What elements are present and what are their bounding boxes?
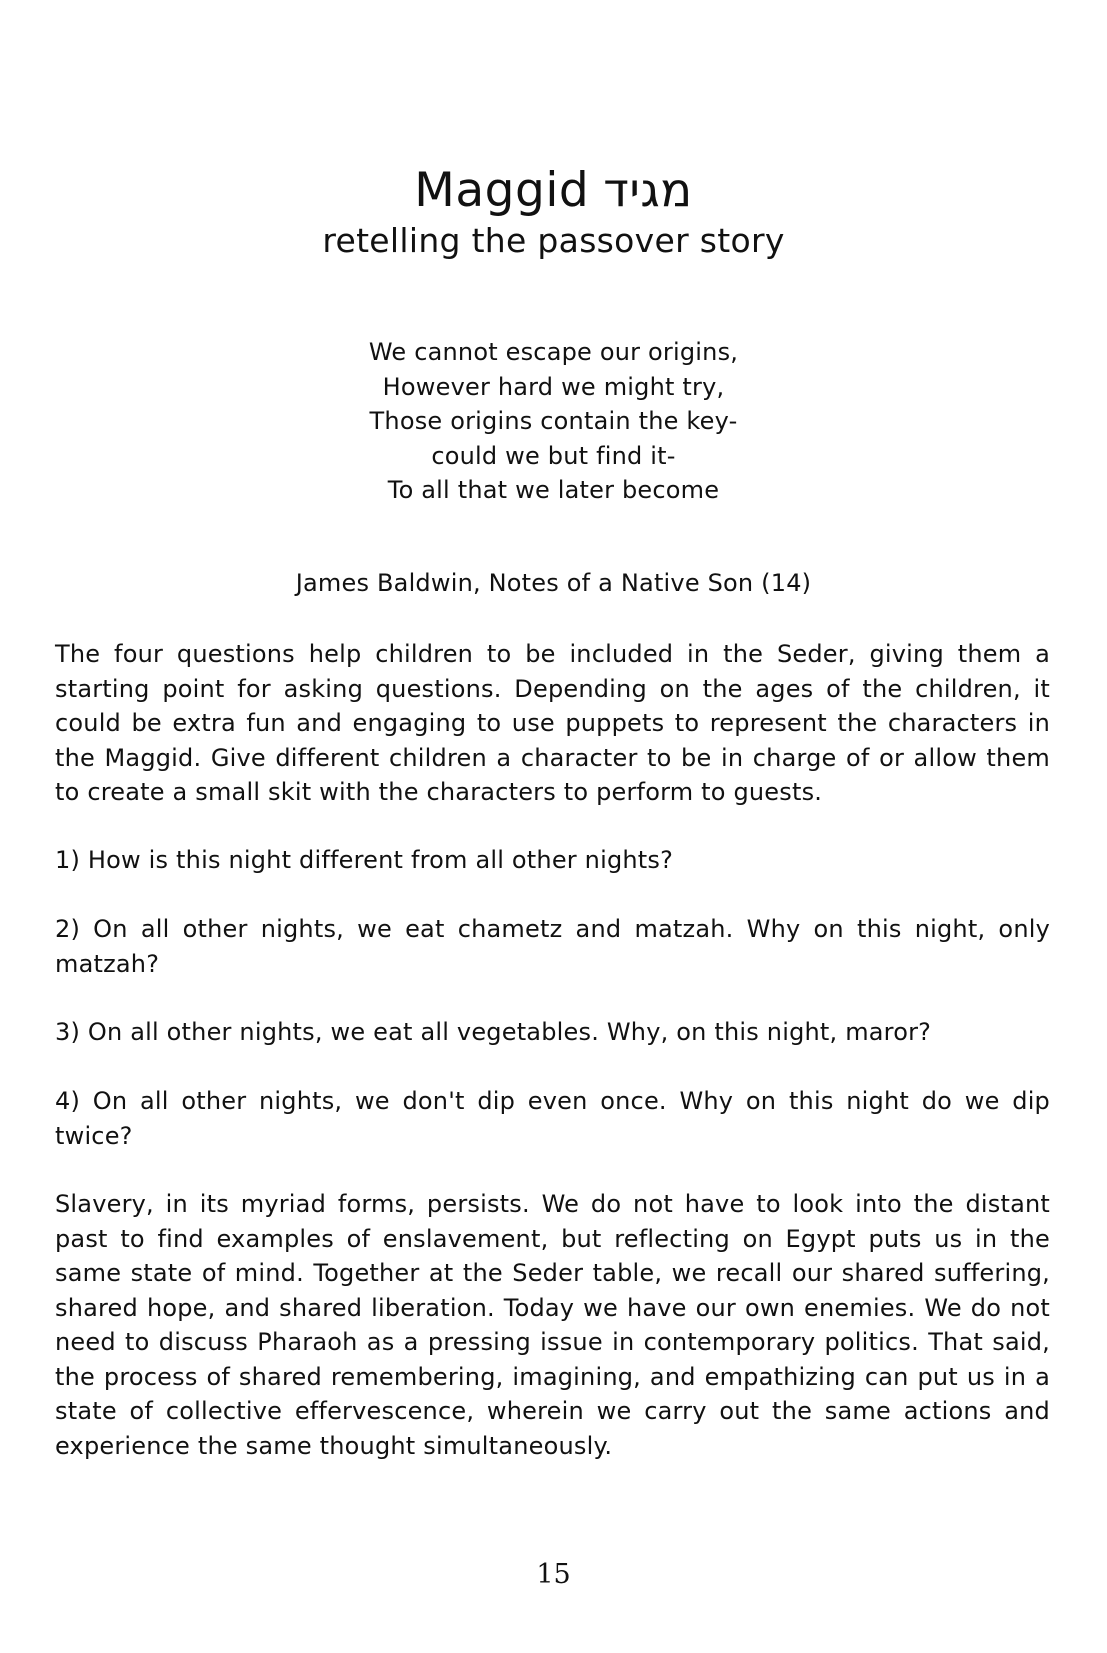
page-title: [0, 163, 1107, 219]
poem-line: However hard we might try,: [382, 372, 725, 401]
title-english: Maggid: [414, 163, 590, 218]
page-subtitle: retelling the passover story: [322, 221, 785, 260]
page-number: 15: [536, 1559, 571, 1590]
question-1: 1) How is this night different from all other nights?: [55, 846, 674, 874]
poem-line: could we but find it-: [431, 441, 676, 470]
poem-attribution: James Baldwin, Notes of a Native Son (14): [295, 569, 812, 597]
slavery-paragraph: Slavery, in its myriad forms, persists. We do not have to look into the distant past to find examples of enslavement, but reflecting on Egypt puts us in the same state of mind. Together at the Seder table, we recall our shared suffering, shared hope, and shared liberation. Today we have our own enemies. We do not need to discuss Pharaoh as a pressing issue in contemporary politics. That said, the process of shared remembering, imagining, and empathizing can put us in a state of collective effervescence, wherein we carry out the same actions and experience the same thought simultaneously.: [55, 1190, 1050, 1460]
title-hebrew: מגיד: [603, 163, 693, 218]
question-3: 3) On all other nights, we eat all vegetables. Why, on this night, maror?: [55, 1018, 932, 1046]
intro-paragraph: The four questions help children to be included in the Seder, giving them a starting point for asking questions. Depending on the ages of the children, it could be extra fun and engaging to use puppets to represent the characters in the Maggid. Give different children a character to be in charge of or allow them to create a small skit with the characters to perform to guests.: [55, 640, 1050, 806]
question-4: 4) On all other nights, we don't dip even once. Why on this night do we dip twice?: [55, 1087, 1050, 1150]
poem-block: [0, 335, 1107, 508]
poem-line: Those origins contain the key-: [369, 407, 738, 435]
poem-line: To all that we later become: [387, 476, 720, 504]
question-2: 2) On all other nights, we eat chametz and matzah. Why on this night, only matzah?: [55, 915, 1050, 978]
poem-line: We cannot escape our origins,: [368, 338, 739, 366]
